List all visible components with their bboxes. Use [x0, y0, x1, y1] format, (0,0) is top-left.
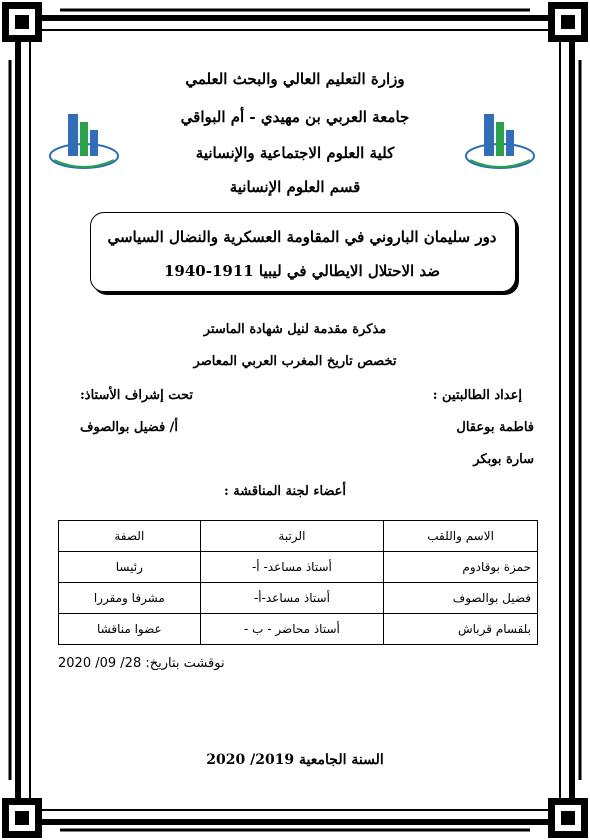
department-name: قسم العلوم الإنسانية	[229, 178, 361, 196]
faculty-name: كلية العلوم الاجتماعية والإنسانية	[195, 144, 395, 162]
specialization: تخصص تاريخ المغرب العربي المعاصر	[193, 354, 397, 369]
committee-table	[58, 520, 538, 645]
corner-ornament-top-right	[548, 2, 588, 42]
column-header-role: الصفة	[59, 521, 201, 552]
member-role: رئيسا	[59, 552, 201, 583]
member-role: عضوا مناقشا	[59, 614, 201, 645]
corner-ornament-top-left	[2, 2, 42, 42]
table-row	[59, 614, 538, 645]
academic-year: السنة الجامعية 2019/ 2020	[206, 752, 384, 768]
degree-statement: مذكرة مقدمة لنيل شهادة الماستر	[203, 322, 387, 337]
committee-header-row	[59, 521, 538, 552]
ministry-name: وزارة التعليم العالي والبحث العلمي	[185, 70, 405, 88]
corner-ornament-bottom-right	[548, 798, 588, 838]
thesis-title-line-1: دور سليمان الباروني في المقاومة العسكرية والنضال السياسي	[107, 228, 497, 246]
thesis-title-box	[90, 212, 516, 292]
member-name: فضيل بوالصوف	[384, 583, 538, 614]
table-row	[59, 552, 538, 583]
column-header-rank: الرتبة	[200, 521, 384, 552]
university-logo-left	[44, 100, 124, 180]
corner-ornament-bottom-left	[2, 798, 42, 838]
member-name: حمزة بوقادوم	[384, 552, 538, 583]
member-name: بلقسام قرباش	[384, 614, 538, 645]
column-header-name: الاسم واللقب	[384, 521, 538, 552]
member-rank: أستاذ مساعد- أ-	[200, 552, 384, 583]
member-role: مشرفا ومقررا	[59, 583, 201, 614]
defense-date: نوقشت بتاريخ: 28/ 09/ 2020	[58, 656, 225, 671]
university-name: جامعة العربي بن مهيدي - أم البواقي	[180, 108, 410, 126]
student-name-1: فاطمة بوعقال	[456, 420, 534, 435]
student-name-2: سارة بوبكر	[473, 452, 534, 467]
thesis-title-line-2: ضد الاحتلال الايطالي في ليبيا 1911-1940	[163, 262, 441, 280]
university-logo-right	[460, 100, 540, 180]
supervisor-name: أ/ فضيل بوالصوف	[80, 420, 179, 435]
supervisor-label: تحت إشراف الأستاذ:	[80, 388, 193, 403]
table-row	[59, 583, 538, 614]
member-rank: أستاذ مساعد-أ-	[200, 583, 384, 614]
member-rank: أستاذ محاضر - ب -	[200, 614, 384, 645]
committee-label: أعضاء لجنة المناقشة :	[223, 484, 347, 499]
students-label: إعداد الطالبتين :	[432, 388, 522, 403]
